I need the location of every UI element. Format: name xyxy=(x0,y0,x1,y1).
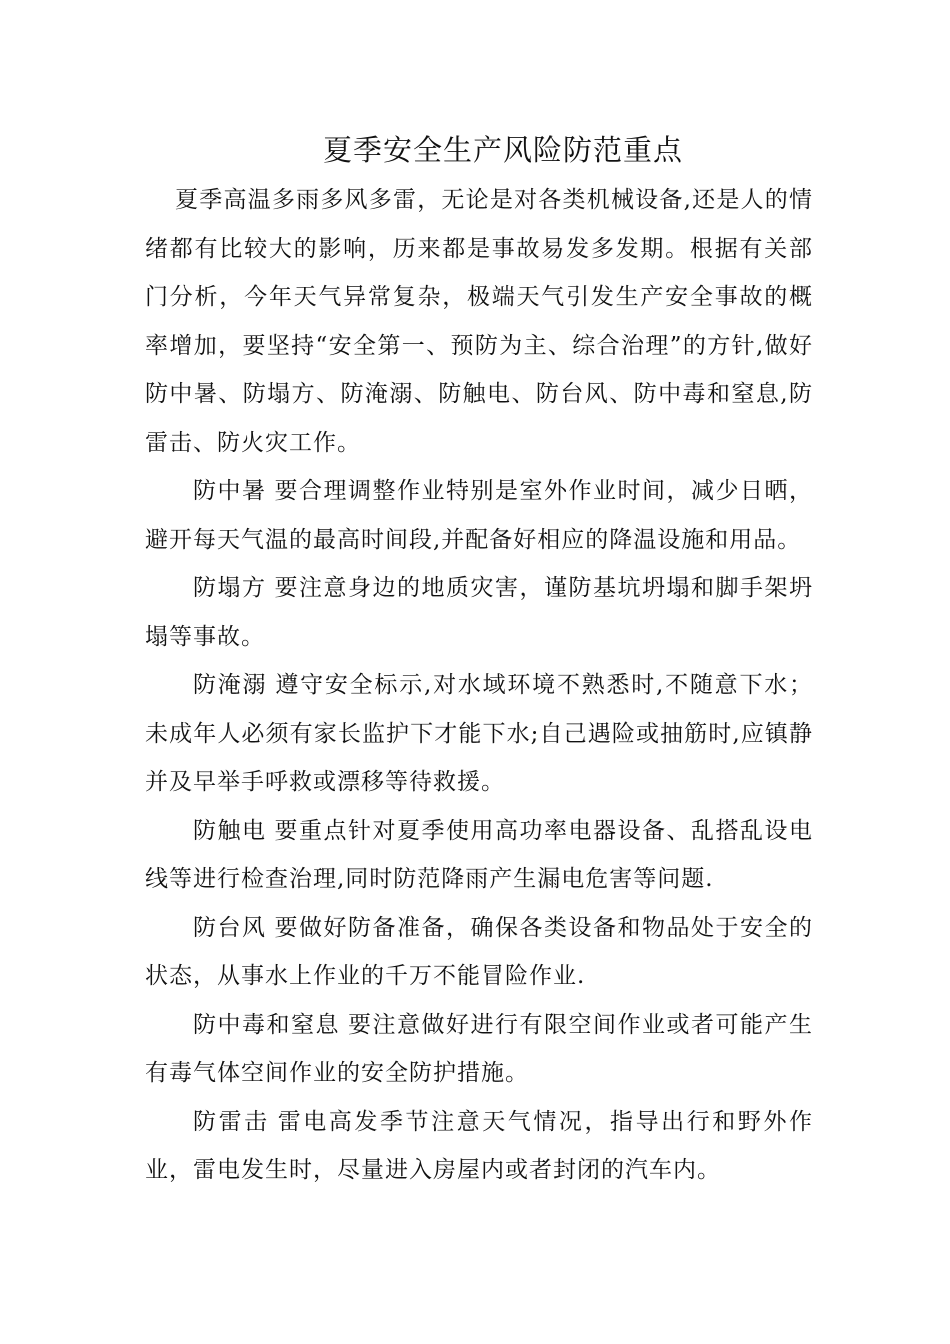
item-heading: 防中毒和窒息 xyxy=(193,1011,340,1038)
item-heading: 防雷击 xyxy=(193,1108,270,1135)
item-heading: 防塌方 xyxy=(193,575,267,601)
document-body xyxy=(145,176,813,1195)
item-paragraph-collapse xyxy=(145,564,813,661)
item-text: 要注意身边的地质灾害，谨防基坑坍塌和脚手架坍塌等事故。 xyxy=(145,575,813,650)
item-heading: 防中暑 xyxy=(193,478,267,504)
item-heading: 防淹溺 xyxy=(193,672,268,698)
item-paragraph-lightning xyxy=(145,1098,813,1195)
item-text: 要合理调整作业特别是室外作业时间，减少日晒，避开每天气温的最高时间段,并配备好相应的降温设施和用品。 xyxy=(145,478,813,553)
item-paragraph-heatstroke xyxy=(145,467,813,564)
item-paragraph-electric-shock xyxy=(145,807,813,904)
item-text: 雷电高发季节注意天气情况，指导出行和野外作业，雷电发生时，尽量进入房屋内或者封闭的汽车内。 xyxy=(145,1108,814,1183)
item-paragraph-drowning xyxy=(145,661,813,807)
item-text: 要重点针对夏季使用高功率电器设备、乱搭乱设电线等进行检查治理,同时防范降雨产生漏电危害等问题. xyxy=(145,817,813,892)
item-text: 要做好防备准备，确保各类设备和物品处于安全的状态，从事水上作业的千万不能冒险作业. xyxy=(145,914,813,989)
item-text: 要注意做好进行有限空间作业或者可能产生有毒气体空间作业的安全防护措施。 xyxy=(145,1011,813,1086)
item-paragraph-typhoon xyxy=(145,904,813,1001)
document-title: 夏季安全生产风险防范重点 xyxy=(322,133,683,167)
item-paragraph-poisoning xyxy=(145,1001,813,1098)
item-heading: 防台风 xyxy=(193,914,267,941)
intro-paragraph: 夏季高温多雨多风多雷，无论是对各类机械设备,还是人的情绪都有比较大的影响，历来都是事故易发多发期。根据有关部门分析，今年天气异常复杂，极端天气引发生产安全事故的概率增加，要坚持“安全第一、预防为主、综合治理”的方针,做好防中暑、防塌方、防淹溺、防触电、防台风、防中毒和窒息,防雷击、防火灾工作。 xyxy=(145,187,813,456)
item-heading: 防触电 xyxy=(193,817,267,844)
item-text: 遵守安全标示,对水域环境不熟悉时,不随意下水；未成年人必须有家长监护下才能下水;自己遇险或抽筋时,应镇静并及早举手呼救或漂移等待救援。 xyxy=(145,672,814,795)
